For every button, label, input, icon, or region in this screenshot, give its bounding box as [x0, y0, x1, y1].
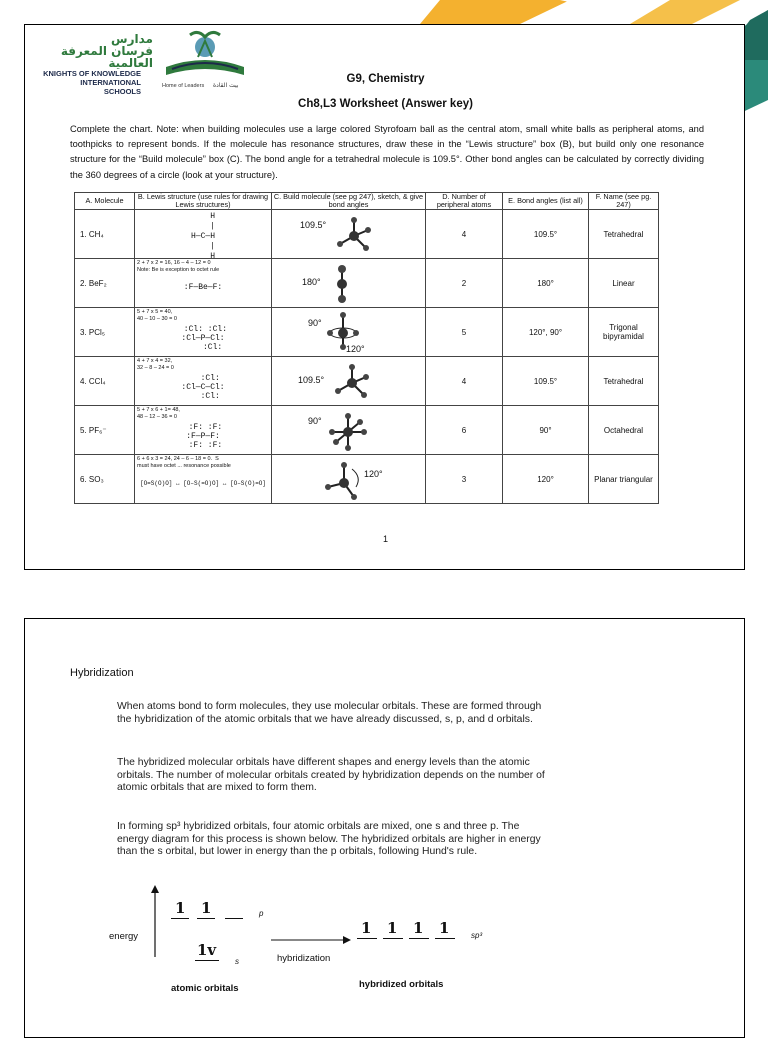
lewis-cell	[135, 308, 272, 357]
angle-label: 90°	[308, 318, 322, 328]
name-cell: Planar triangular	[589, 455, 659, 504]
sketch-cell	[272, 455, 426, 504]
table-row	[75, 455, 659, 504]
angle-label: 90°	[308, 416, 322, 426]
angle-label: 120°	[364, 469, 383, 479]
school-tagline-arabic: بيت القادة	[213, 82, 239, 89]
lewis-structure: [O=S(O)O] ↔ [O–S(=O)O] ↔ [O–S(O)=O]	[139, 480, 267, 487]
energy-label: energy	[109, 931, 139, 942]
angle-label: 109.5°	[300, 220, 327, 230]
school-name-ar-line3: العالمية	[108, 56, 153, 70]
name-cell: Tetrahedral	[589, 210, 659, 259]
molecule-model-icon	[334, 216, 374, 256]
electron-count: 4 + 7 x 4 = 32, 32 – 8 – 24 = 0	[137, 358, 174, 371]
sp3-electron: 1	[439, 919, 450, 937]
lewis-cell	[135, 406, 272, 455]
molecule-model-icon	[326, 311, 360, 351]
header-lewis: B. Lewis structure (use rules for drawing Lewis structures)	[135, 193, 272, 210]
sketch-cell	[272, 357, 426, 406]
table-row	[75, 259, 659, 308]
name-cell: Octahedral	[589, 406, 659, 455]
molecule-model-icon	[324, 461, 368, 501]
worksheet-page-2	[24, 618, 745, 1038]
angles-cell: 109.5°	[503, 210, 589, 259]
p-orbital-line	[171, 918, 189, 919]
molecule-model-icon	[328, 412, 368, 452]
sp3-orbital-line	[383, 938, 403, 939]
lewis-cell	[135, 210, 272, 259]
peripheral-cell: 4	[426, 210, 503, 259]
p-orbital-line	[197, 918, 215, 919]
name-cell: Tetrahedral	[589, 357, 659, 406]
chart-header-row	[75, 193, 659, 210]
sketch-cell	[272, 259, 426, 308]
school-name-en-line3: SCHOOLS	[103, 87, 141, 96]
sp3-electron: 1	[361, 919, 372, 937]
orange-stripe	[420, 0, 570, 24]
s-electron: 1v	[197, 941, 217, 959]
p-label: p	[259, 909, 264, 918]
lewis-structure: :Cl: :Cl: :Cl—P—Cl: :Cl:	[181, 325, 227, 352]
header-build: C. Build molecule (see pg 247), sketch, & give bond angles	[272, 193, 426, 210]
school-name-ar-line1: مدارس	[111, 32, 153, 46]
lewis-structure: H | H—C—H | H	[190, 212, 215, 261]
angles-cell: 180°	[503, 259, 589, 308]
name-cell: Trigonal bipyramidal	[589, 308, 659, 357]
table-row	[75, 210, 659, 259]
header-angles: E. Bond angles (list all)	[503, 193, 589, 210]
hybridization-label: hybridization	[277, 953, 331, 964]
molecule-cell: 2. BeF₂	[75, 259, 135, 308]
molecule-model-icon	[332, 263, 352, 305]
energy-axis-arrow	[149, 885, 161, 957]
angle-label: 180°	[302, 277, 321, 287]
angles-cell: 120°	[503, 455, 589, 504]
molecule-cell: 5. PF₆⁻	[75, 406, 135, 455]
school-name-ar-line2: فرسان المعرفة	[60, 44, 153, 58]
lewis-cell	[135, 455, 272, 504]
molecule-cell: 6. SO₃	[75, 455, 135, 504]
lewis-structure: :Cl: :Cl—C—Cl: :Cl:	[181, 374, 225, 401]
page-number: 1	[382, 534, 388, 544]
electron-count: 5 + 7 x 6 + 1= 48, 48 – 12 – 36 = 0	[137, 407, 180, 420]
electron-count: 6 + 6 x 3 = 24, 24 – 6 – 18 = 0. S must have octet ... resonance possible	[137, 456, 231, 469]
molecule-model-icon	[332, 363, 372, 403]
paragraph-1: When atoms bond to form molecules, they use molecular orbitals. These are formed through the hybridization of the atomic orbitals that we have already discussed, s, p, and d orbitals.	[117, 701, 542, 725]
grade-subject: G9, Chemistry	[346, 73, 425, 85]
sp3-label: sp³	[471, 931, 483, 940]
paragraph-3: In forming sp³ hybridized orbitals, four atomic orbitals are mixed, one s and three p. The energy diagram for this process is shown below. The hybridized orbitals are higher in energy than the s orbital, but lower in energy than the p orbitals, following Hund's rule.	[117, 821, 541, 857]
hybridized-orbitals-label: hybridized orbitals	[359, 979, 444, 990]
paragraph-2: The hybridized molecular orbitals have different shapes and energy levels than the atomic orbitals. The number of molecular orbitals created by hybridization depends on the number of atomic orbitals that are mixed to form them.	[117, 757, 545, 793]
p-electron: 1	[175, 899, 186, 917]
name-cell: Linear	[589, 259, 659, 308]
peripheral-cell: 3	[426, 455, 503, 504]
molecule-cell: 3. PCl₅	[75, 308, 135, 357]
s-orbital-line	[195, 960, 219, 961]
angles-cell: 90°	[503, 406, 589, 455]
sketch-cell	[272, 406, 426, 455]
school-name-en-line1: KNIGHTS OF KNOWLEDGE	[43, 69, 141, 78]
atomic-orbitals-label: atomic orbitals	[171, 983, 239, 994]
peripheral-cell: 4	[426, 357, 503, 406]
worksheet-page-1	[24, 24, 745, 570]
lewis-cell	[135, 357, 272, 406]
p-electron: 1	[201, 899, 212, 917]
electron-count: 2 + 7 x 2 = 16, 16 – 4 – 12 = 0 Note: Be is exception to octet rule	[137, 260, 220, 273]
sketch-cell	[272, 210, 426, 259]
instructions: Complete the chart. Note: when building molecules use a large colored Styrofoam ball as the central atom, small white balls as peripheral atoms, and toothpicks to represent bonds. If the molecule has resonance structures, draw these in the “Lewis structure” box (B), but build only one resonance structure for the “Build molecule” box (C). The bond angle for a tetrahedral molecule is 109.5°. Other bond angles can be calculated by correctly dividing the 360 degrees of a circle (look at your structure).	[70, 124, 704, 180]
school-tagline: Home of Leaders	[162, 83, 205, 89]
molecule-chart	[74, 192, 659, 504]
angles-cell: 109.5°	[503, 357, 589, 406]
sp3-orbital-line	[409, 938, 429, 939]
lewis-structure: :F—Be—F:	[183, 283, 223, 292]
angles-cell: 120°, 90°	[503, 308, 589, 357]
worksheet-title: Ch8,L3 Worksheet (Answer key)	[298, 98, 473, 110]
sp3-electron: 1	[413, 919, 424, 937]
sp3-orbital-line	[435, 938, 455, 939]
table-row	[75, 357, 659, 406]
peripheral-cell: 2	[426, 259, 503, 308]
angle-label: 120°	[346, 344, 365, 354]
lewis-cell	[135, 259, 272, 308]
s-label: s	[235, 957, 239, 966]
header-molecule: A. Molecule	[75, 193, 135, 210]
molecule-cell: 4. CCl₄	[75, 357, 135, 406]
table-row	[75, 308, 659, 357]
header-peripheral: D. Number of peripheral atoms	[426, 193, 503, 210]
p-orbital-line	[225, 918, 243, 919]
school-name-en-line2: INTERNATIONAL	[80, 78, 141, 87]
peripheral-cell: 6	[426, 406, 503, 455]
lewis-structure: :F: :F: :F—P—F: :F: :F:	[186, 423, 223, 450]
sp3-orbital-line	[357, 938, 377, 939]
header-name: F. Name (see pg. 247)	[589, 193, 659, 210]
sp3-electron: 1	[387, 919, 398, 937]
section-heading: Hybridization	[70, 667, 134, 679]
sketch-cell	[272, 308, 426, 357]
angle-label: 109.5°	[298, 375, 325, 385]
peripheral-cell: 5	[426, 308, 503, 357]
electron-count: 5 + 7 x 5 = 40, 40 – 10 – 30 = 0	[137, 309, 177, 322]
school-name-arabic	[35, 33, 153, 69]
table-row	[75, 406, 659, 455]
hybridization-arrow	[271, 935, 351, 945]
molecule-cell: 1. CH₄	[75, 210, 135, 259]
